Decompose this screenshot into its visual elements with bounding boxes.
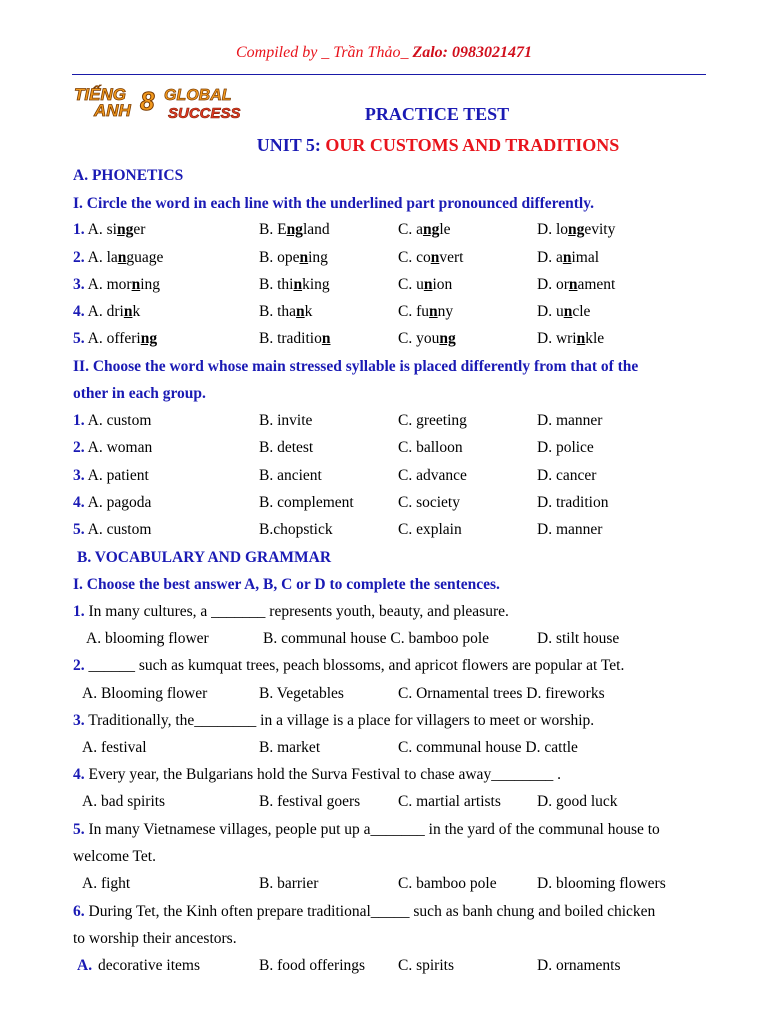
option-suffix: evity	[584, 221, 616, 238]
section-a-heading: A. PHONETICS	[73, 167, 184, 184]
section-a-part2-instruction-line1: II. Choose the word whose main stressed syllable is placed differently from that of the	[73, 358, 639, 375]
option-text: C. balloon	[398, 439, 463, 456]
option-text: C. explain	[398, 521, 462, 538]
stress-option[interactable]	[537, 494, 608, 512]
phonetics-option[interactable]	[73, 221, 145, 239]
stress-option[interactable]	[537, 521, 602, 539]
answer-option[interactable]: D. good luck	[537, 793, 618, 810]
question-stem	[73, 821, 660, 839]
stress-option[interactable]	[259, 521, 333, 539]
option-prefix: B. thi	[259, 276, 294, 293]
unit-topic: OUR CUSTOMS AND TRADITIONS	[325, 135, 620, 155]
option-prefix: C. a	[398, 221, 423, 238]
stress-option[interactable]	[259, 412, 312, 430]
option-text: B.chopstick	[259, 521, 333, 538]
stress-option[interactable]	[398, 521, 462, 539]
answer-option[interactable]: A. bad spirits	[82, 793, 166, 810]
answer-option[interactable]: B. Vegetables	[259, 685, 344, 702]
option-prefix: D. u	[537, 303, 564, 320]
phonetics-option[interactable]	[537, 330, 604, 348]
answer-option[interactable]: B. festival goers	[259, 793, 361, 810]
stress-option[interactable]	[73, 494, 151, 512]
stress-option[interactable]	[259, 494, 354, 512]
answer-option[interactable]: D. stilt house	[537, 630, 620, 647]
stress-option[interactable]	[398, 439, 463, 457]
question-stem	[73, 657, 624, 675]
underlined-sound: n	[562, 249, 572, 266]
underlined-sound: n	[299, 249, 309, 266]
stress-option[interactable]	[259, 439, 313, 457]
option-text: D. tradition	[537, 494, 609, 511]
underlined-sound: ng	[286, 221, 303, 238]
answer-option[interactable]: B. market	[259, 739, 321, 756]
phonetics-option[interactable]	[537, 276, 615, 294]
phonetics-option[interactable]	[259, 276, 330, 294]
option-suffix: ing	[308, 249, 328, 266]
phonetics-option[interactable]	[398, 249, 463, 267]
question-number: 1.	[73, 603, 85, 620]
option-suffix: imal	[571, 249, 600, 266]
option-text: A. custom	[87, 412, 152, 429]
underlined-sound: n	[423, 276, 433, 293]
option-prefix: D. wri	[537, 330, 577, 347]
option-suffix: ion	[432, 276, 453, 293]
phonetics-option[interactable]	[259, 221, 330, 239]
option-text: B. detest	[259, 439, 314, 456]
option-text: D. manner	[537, 521, 603, 538]
option-suffix: ny	[437, 303, 454, 320]
answer-option[interactable]: D. ornaments	[537, 957, 621, 974]
option-suffix: k	[132, 303, 141, 320]
phonetics-option[interactable]	[537, 221, 615, 239]
underlined-sound: n	[293, 276, 303, 293]
underlined-sound: n	[123, 303, 133, 320]
answer-option[interactable]: C. communal house D. cattle	[398, 739, 578, 756]
underlined-sound: n	[576, 330, 586, 347]
answer-option[interactable]: A.	[77, 957, 93, 974]
unit-label: UNIT 5:	[256, 135, 326, 155]
option-suffix: k	[304, 303, 313, 320]
stem-text: In many cultures, a _______ represents youth, beauty, and pleasure.	[84, 603, 509, 620]
option-prefix: C. you	[398, 330, 440, 347]
option-text: C. society	[398, 494, 460, 511]
practice-test-title: PRACTICE TEST	[364, 104, 510, 124]
option-text: C. advance	[398, 467, 467, 484]
section-a-part1-instruction: I. Circle the word in each line with the underlined part pronounced differently.	[73, 195, 594, 212]
stress-option[interactable]	[398, 412, 467, 430]
option-suffix: er	[133, 221, 146, 238]
question-number: 2.	[73, 249, 85, 266]
phonetics-option[interactable]	[259, 303, 312, 321]
underlined-sound: n	[563, 303, 573, 320]
option-prefix: B. E	[259, 221, 287, 238]
phonetics-option[interactable]	[73, 330, 157, 348]
stress-option[interactable]	[73, 412, 151, 430]
phonetics-option[interactable]	[398, 276, 452, 294]
option-prefix: C. u	[398, 276, 424, 293]
option-prefix: A. la	[87, 249, 118, 266]
stress-option[interactable]	[73, 467, 149, 485]
answer-option[interactable]: A. fight	[82, 875, 131, 892]
question-number: 6.	[73, 903, 85, 920]
question-number: 2.	[73, 657, 85, 674]
option-prefix: B. ope	[259, 249, 300, 266]
option-prefix: D. a	[537, 249, 563, 266]
question-stem-continued: to worship their ancestors.	[73, 930, 237, 947]
logo-eight: 8	[140, 86, 155, 116]
answer-option[interactable]: B. communal house C. bamboo pole	[263, 630, 490, 647]
option-prefix: B. tha	[259, 303, 297, 320]
question-number: 1.	[73, 412, 85, 429]
option-text: A. custom	[87, 521, 152, 538]
option-text: B. complement	[259, 494, 354, 511]
compiler-credit: Compiled by _ Trần Thảo_	[235, 44, 413, 61]
stress-option[interactable]	[73, 521, 151, 539]
question-number: 1.	[73, 221, 85, 238]
option-prefix: A. offeri	[87, 330, 141, 347]
underlined-sound: n	[131, 276, 141, 293]
answer-option[interactable]: B. barrier	[259, 875, 319, 892]
underlined-sound: ng	[140, 330, 158, 347]
option-suffix: vert	[439, 249, 464, 266]
stress-option[interactable]	[259, 467, 322, 485]
option-suffix: cle	[572, 303, 591, 320]
phonetics-option[interactable]	[259, 249, 328, 267]
answer-option[interactable]: C. bamboo pole	[398, 875, 497, 892]
option-prefix: D. lo	[537, 221, 568, 238]
question-number: 2.	[73, 439, 85, 456]
underlined-sound: n	[296, 303, 305, 320]
zalo-contact: Zalo: 0983021471	[412, 44, 532, 61]
option-prefix: D. or	[537, 276, 569, 293]
option-prefix: C. fu	[398, 303, 429, 320]
logo-success: SUCCESS	[168, 105, 241, 122]
question-number: 5.	[73, 521, 85, 538]
underlined-sound: n	[568, 276, 578, 293]
header-rule	[72, 74, 706, 75]
stem-text: ______ such as kumquat trees, peach blossoms, and apricot flowers are popular at Tet.	[84, 657, 625, 674]
stress-option[interactable]	[537, 412, 602, 430]
option-text: B. invite	[259, 412, 313, 429]
underlined-sound: ng	[116, 221, 134, 238]
underlined-sound: n	[429, 303, 438, 320]
answer-option[interactable]: C. martial artists	[398, 793, 501, 810]
question-stem	[73, 712, 594, 730]
underlined-sound: ng	[422, 221, 440, 238]
question-stem-continued: welcome Tet.	[73, 848, 156, 865]
answer-option[interactable]: C. Ornamental trees D. fireworks	[398, 685, 605, 702]
phonetics-option[interactable]	[537, 303, 590, 321]
header-credit	[0, 44, 768, 62]
option-suffix: le	[439, 221, 451, 238]
option-prefix: C. co	[398, 249, 431, 266]
question-number: 3.	[73, 467, 85, 484]
question-number: 4.	[73, 766, 85, 783]
option-text: B. ancient	[259, 467, 322, 484]
phonetics-option[interactable]	[73, 303, 140, 321]
logo-global: GLOBAL	[164, 87, 232, 104]
stem-text: During Tet, the Kinh often prepare traditional_____ such as banh chung and boiled chicken	[84, 903, 656, 920]
underlined-sound: n	[117, 249, 127, 266]
answer-option[interactable]: C. spirits	[398, 957, 454, 974]
option-text: D. cancer	[537, 467, 597, 484]
option-prefix: A. dri	[87, 303, 124, 320]
answer-option[interactable]: A. Blooming flower	[82, 685, 208, 702]
question-number: 5.	[73, 821, 85, 838]
underlined-sound: ng	[439, 330, 456, 347]
answer-option[interactable]: B. food offerings	[259, 957, 366, 974]
question-stem	[73, 903, 655, 921]
option-suffix: king	[302, 276, 330, 293]
option-prefix: A. mor	[87, 276, 132, 293]
section-a-part2-instruction-line2: other in each group.	[73, 385, 206, 402]
logo-anh: ANH	[94, 101, 131, 120]
underlined-sound: n	[321, 330, 331, 347]
stress-option[interactable]	[537, 439, 594, 457]
phonetics-option[interactable]	[73, 249, 163, 267]
phonetics-option[interactable]	[537, 249, 599, 267]
underlined-sound: n	[430, 249, 440, 266]
option-text: D. police	[537, 439, 594, 456]
answer-option[interactable]: D. blooming flowers	[537, 875, 666, 892]
phonetics-option[interactable]	[398, 330, 456, 348]
answer-option[interactable]: A. blooming flower	[86, 630, 209, 647]
option-suffix: kle	[585, 330, 605, 347]
section-b-part1-instruction: I. Choose the best answer A, B, C or D to complete the sentences.	[73, 576, 500, 593]
stem-text: In many Vietnamese villages, people put up a_______ in the yard of the communal house to	[84, 821, 660, 838]
option-suffix: ament	[577, 276, 616, 293]
option-text: A. woman	[87, 439, 153, 456]
logo-tieng: TIẾNG	[74, 85, 126, 104]
stress-option[interactable]	[398, 467, 467, 485]
phonetics-option[interactable]	[73, 276, 160, 294]
stress-option[interactable]	[73, 439, 152, 457]
stem-text: Traditionally, the________ in a village is a place for villagers to meet or worship.	[84, 712, 595, 729]
option-suffix: land	[302, 221, 330, 238]
question-number: 4.	[73, 494, 85, 511]
stem-text: Every year, the Bulgarians hold the Surva Festival to chase away________ .	[84, 766, 561, 783]
option-suffix: guage	[126, 249, 164, 266]
answer-option[interactable]: decorative items	[98, 957, 200, 974]
option-text: D. manner	[537, 412, 603, 429]
phonetics-option[interactable]	[398, 221, 451, 239]
option-text: A. pagoda	[87, 494, 152, 511]
option-text: C. greeting	[398, 412, 467, 429]
option-suffix: ing	[140, 276, 161, 293]
section-b-heading: B. VOCABULARY AND GRAMMAR	[77, 549, 332, 566]
question-stem	[73, 766, 561, 784]
unit-title	[0, 135, 768, 156]
question-number: 3.	[73, 712, 85, 729]
option-prefix: A. si	[87, 221, 117, 238]
option-prefix: B. traditio	[259, 330, 322, 347]
stress-option[interactable]	[398, 494, 460, 512]
stress-option[interactable]	[537, 467, 596, 485]
answer-option[interactable]: A. festival	[82, 739, 147, 756]
question-stem	[73, 603, 509, 621]
question-number: 4.	[73, 303, 85, 320]
option-text: A. patient	[87, 467, 149, 484]
question-number: 5.	[73, 330, 85, 347]
phonetics-option[interactable]	[398, 303, 453, 321]
question-number: 3.	[73, 276, 85, 293]
underlined-sound: ng	[568, 221, 585, 238]
phonetics-option[interactable]	[259, 330, 330, 348]
